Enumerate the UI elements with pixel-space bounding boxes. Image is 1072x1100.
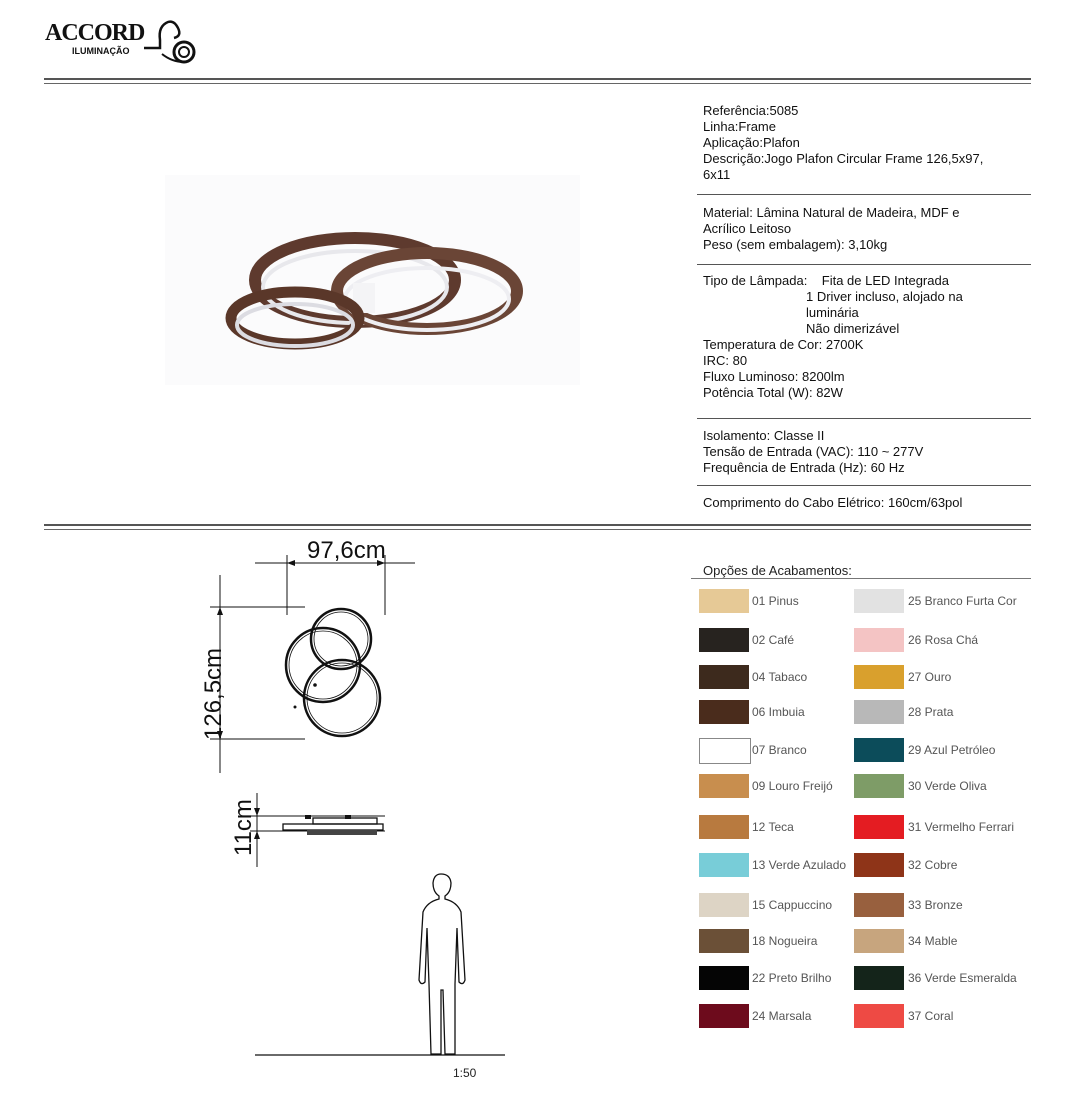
brand-logo-text: ACCORD: [45, 20, 145, 46]
finish-label: 27 Ouro: [908, 670, 952, 684]
finish-swatch: [854, 929, 904, 953]
finish-label: 24 Marsala: [752, 1009, 812, 1023]
spec-description-cont: 6x11: [703, 167, 731, 182]
spec-input-frequency: Frequência de Entrada (Hz): 60 Hz: [703, 460, 905, 475]
spec-divider: [697, 194, 1031, 195]
finish-label: 28 Prata: [908, 705, 954, 719]
finish-swatch: [699, 893, 749, 917]
finish-label: 37 Coral: [908, 1009, 954, 1023]
finish-swatch: [854, 815, 904, 839]
product-render-image: [165, 175, 580, 385]
finish-label: 02 Café: [752, 633, 795, 647]
section-rule: [44, 524, 1031, 526]
finish-swatch: [854, 628, 904, 652]
finish-label: 26 Rosa Chá: [908, 633, 979, 647]
human-scale-figure: [255, 868, 515, 1058]
header-rule-thin: [44, 83, 1031, 84]
finish-swatch: [854, 966, 904, 990]
finish-label: 09 Louro Freijó: [752, 779, 833, 793]
spec-input-voltage: Tensão de Entrada (VAC): 110 ~ 277V: [703, 444, 924, 459]
spec-line: Linha:Frame: [703, 119, 776, 134]
spec-color-temp: Temperatura de Cor: 2700K: [703, 337, 864, 352]
scale-label: 1:50: [453, 1066, 477, 1080]
finish-swatch: [699, 589, 749, 613]
finish-label: 15 Cappuccino: [752, 898, 833, 912]
spec-total-power: Potência Total (W): 82W: [703, 385, 843, 400]
finish-label: 33 Bronze: [908, 898, 963, 912]
header-rule: [44, 78, 1031, 80]
spec-application: Aplicação:Plafon: [703, 135, 800, 150]
finish-swatch: [699, 853, 749, 877]
spec-cable-block: [703, 495, 962, 511]
finish-swatch: [699, 966, 749, 990]
finish-swatch: [699, 815, 749, 839]
finish-swatch: [854, 665, 904, 689]
height-dimension-label: 11cm: [230, 799, 257, 856]
finish-label: 04 Tabaco: [752, 670, 808, 684]
finish-label: 18 Nogueira: [752, 934, 818, 948]
finish-label: 06 Imbuia: [752, 705, 805, 719]
spec-cable-length: Comprimento do Cabo Elétrico: 160cm/63pol: [703, 495, 963, 510]
finish-swatch: [854, 853, 904, 877]
finish-label: 22 Preto Brilho: [752, 971, 832, 985]
finish-swatch: [854, 893, 904, 917]
spec-driver: 1 Driver incluso, alojado na: [806, 289, 963, 304]
finish-swatch: [699, 774, 749, 798]
finish-label: 29 Azul Petróleo: [908, 743, 996, 757]
finishes-title-rule: [691, 578, 1031, 579]
spec-luminous-flux: Fluxo Luminoso: 8200lm: [703, 369, 845, 384]
finishes-title: Opções de Acabamentos:: [703, 563, 852, 578]
spec-lamp-type: Tipo de Lâmpada: Fita de LED Integrada: [703, 273, 949, 288]
spec-material-cont: Acrílico Leitoso: [703, 221, 792, 236]
spec-divider: [697, 418, 1031, 419]
spec-divider: [697, 485, 1031, 486]
section-rule-thin: [44, 529, 1031, 530]
width-dimension-label: 97,6cm: [307, 537, 386, 564]
finish-label: 32 Cobre: [908, 858, 958, 872]
finish-swatch: [699, 1004, 749, 1028]
finish-swatch: [699, 738, 751, 764]
finish-label: 30 Verde Oliva: [908, 779, 987, 793]
finish-label: 31 Vermelho Ferrari: [908, 820, 1015, 834]
finish-swatch: [699, 700, 749, 724]
logo-snail-icon: [138, 14, 198, 66]
finish-swatch: [699, 665, 749, 689]
spec-driver-cont: luminária: [806, 305, 859, 320]
spec-reference: Referência:5085: [703, 103, 799, 118]
depth-dimension-label: 126,5cm: [200, 647, 227, 740]
finish-label: 13 Verde Azulado: [752, 858, 847, 872]
finish-swatch: [699, 929, 749, 953]
spec-reference-block: [703, 103, 983, 183]
finish-swatch: [854, 1004, 904, 1028]
finish-label: 36 Verde Esmeralda: [908, 971, 1017, 985]
finish-swatch: [854, 774, 904, 798]
brand-logo-subtitle: ILUMINAÇÃO: [72, 46, 130, 56]
spec-insulation: Isolamento: Classe II: [703, 428, 825, 443]
spec-irc: IRC: 80: [703, 353, 748, 368]
finish-swatch: [699, 628, 749, 652]
spec-lamp-block: [703, 273, 963, 401]
spec-description: Descrição:Jogo Plafon Circular Frame 126,5x97,: [703, 151, 984, 166]
finish-label: 01 Pinus: [752, 594, 799, 608]
finish-label: 12 Teca: [752, 820, 794, 834]
finish-label: 07 Branco: [752, 743, 807, 757]
spec-electrical-block: [703, 428, 923, 476]
finish-swatch: [854, 700, 904, 724]
spec-divider: [697, 264, 1031, 265]
finish-swatch: [854, 738, 904, 762]
finish-swatch: [854, 589, 904, 613]
spec-dimmable: Não dimerizável: [806, 321, 900, 336]
finish-label: 25 Branco Furta Cor: [908, 594, 1017, 608]
spec-weight: Peso (sem embalagem): 3,10kg: [703, 237, 888, 252]
finish-label: 34 Mable: [908, 934, 958, 948]
spec-material: Material: Lâmina Natural de Madeira, MDF e: [703, 205, 960, 220]
spec-material-block: [703, 205, 960, 253]
